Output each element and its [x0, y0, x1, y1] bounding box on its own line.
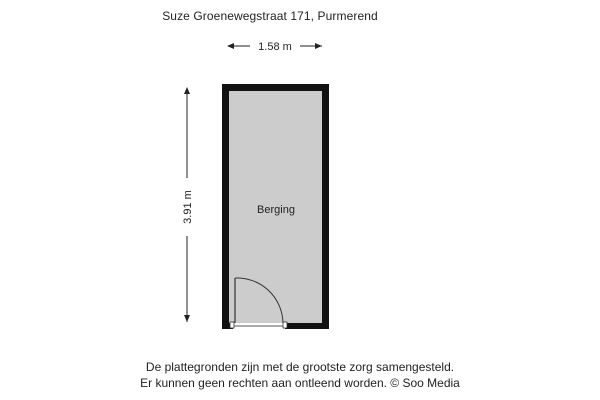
- disclaimer-line-1: De plattegronden zijn met de grootste zorg samengesteld.: [145, 360, 455, 374]
- door-jamb-left: [230, 322, 234, 328]
- disclaimer: [0, 359, 600, 391]
- disclaimer-line-2: Er kunnen geen rechten aan ontleend worden. © Soo Media: [140, 376, 460, 390]
- height-dimension-label: 3.91 m: [182, 190, 194, 224]
- width-dimension: [228, 41, 322, 53]
- width-dimension-label: 1.58 m: [258, 41, 292, 53]
- height-dimension: [182, 88, 194, 322]
- room-label: Berging: [257, 204, 295, 216]
- room-berging: [222, 84, 329, 329]
- door-jamb-right: [283, 322, 287, 328]
- address-title: Suze Groenewegstraat 171, Purmerend: [162, 9, 378, 23]
